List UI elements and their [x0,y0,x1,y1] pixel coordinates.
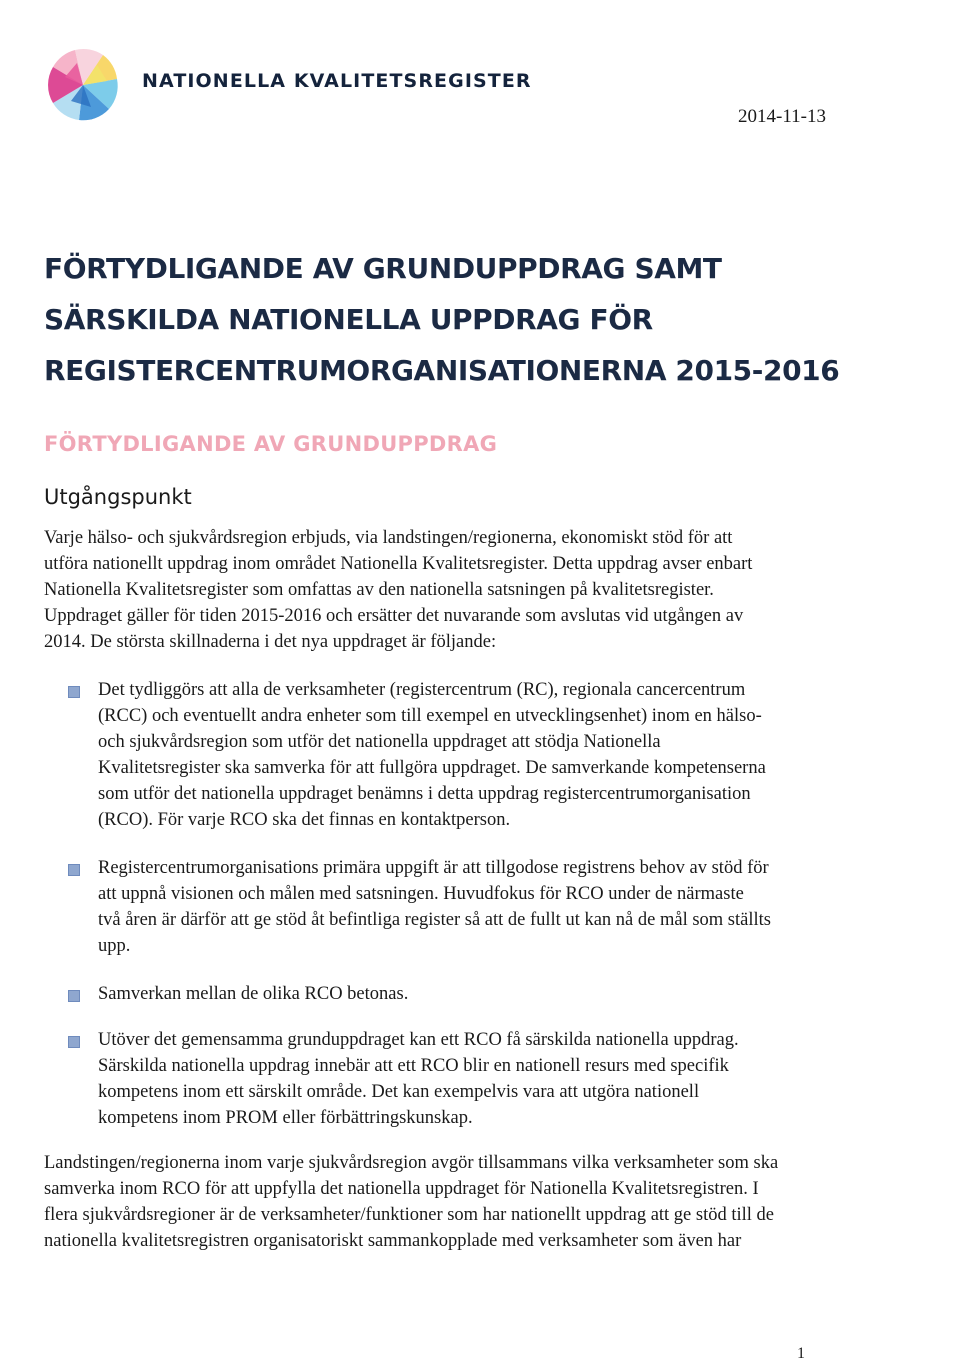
subheading: Utgångspunkt [44,485,192,509]
text-line: 2014. De största skillnaderna i det nya uppdraget är följande: [44,632,497,652]
bullet-text [98,981,818,1007]
text-line: Särskilda nationella uppdrag innebär att ett RCO blir en nationell resurs med specifik [98,1056,729,1076]
intro-paragraph [44,525,804,655]
brand-name: NATIONELLA KVALITETSREGISTER [142,70,532,92]
square-bullet-icon [68,686,80,698]
text-line: samverka inom RCO för att uppfylla det nationella uppdraget för Nationella Kvalitetsregistren. I [44,1179,759,1199]
text-line: Uppdraget gäller för tiden 2015-2016 och ersätter det nuvarande som avslutas vid utgången av [44,606,744,626]
text-line: flera sjukvårdsregioner är de verksamheter/funktioner som har nationellt uppdrag att ge stöd till de [44,1205,775,1225]
text-line: Landstingen/regionerna inom varje sjukvårdsregion avgör tillsammans vilka verksamheter som ska [44,1153,779,1173]
bullet-text [98,855,818,959]
text-line: nationella kvalitetsregistren organisatoriskt sammankopplade med verksamheter som även har [44,1231,742,1251]
text-line: Det tydliggörs att alla de verksamheter (registercentrum (RC), regionala cancercentrum [98,680,746,700]
text-line: kompetens inom ett särskilt område. Det kan exempelvis vara att utgöra nationell [98,1082,700,1102]
text-line: Kvalitetsregister ska samverka för att fullgöra uppdraget. De samverkande kompetenserna [98,758,766,778]
section-heading: FÖRTYDLIGANDE AV GRUNDUPPDRAG [44,432,498,456]
page-number: 1 [797,1345,805,1362]
square-bullet-icon [68,1036,80,1048]
text-line: Varje hälso- och sjukvårdsregion erbjuds, via landstingen/regionerna, ekonomiskt stöd för att [44,528,733,548]
text-line: Registercentrumorganisations primära uppgift är att tillgodose registrens behov av stöd för [98,858,769,878]
square-bullet-icon [68,864,80,876]
text-line: utföra nationellt uppdrag inom området Nationella Kvalitetsregister. Detta uppdrag avser enbart [44,554,753,574]
text-line: Nationella Kvalitetsregister som omfattas av den nationella satsningen på kvalitetsregister. [44,580,714,600]
text-line: och sjukvårdsregion som utför det nationella uppdraget att stödja Nationella [98,732,661,752]
text-line: Utöver det gemensamma grunduppdraget kan ett RCO få särskilda nationella uppdrag. [98,1030,739,1050]
text-line: upp. [98,936,131,956]
document-date: 2014-11-13 [738,106,826,127]
title-line: FÖRTYDLIGANDE AV GRUNDUPPDRAG SAMT [44,252,722,285]
text-line: kompetens inom PROM eller förbättringskunskap. [98,1108,473,1128]
text-line: två åren är därför att ge stöd åt befintliga register så att de fullt ut kan nå de mål som ställts [98,910,771,930]
text-line: (RCC) och eventuellt andra enheter som till exempel en utvecklingsenhet) inom en hälso- [98,706,762,726]
text-line: Samverkan mellan de olika RCO betonas. [98,984,409,1004]
title-line: SÄRSKILDA NATIONELLA UPPDRAG FÖR [44,303,653,336]
text-line: (RCO). För varje RCO ska det finnas en kontaktperson. [98,810,511,830]
text-line: som utför det nationella uppdraget benämns i detta uppdrag registercentrumorganisation [98,784,751,804]
text-line: att uppnå visionen och målen med satsningen. Huvudfokus för RCO under de närmaste [98,884,744,904]
square-bullet-icon [68,990,80,1002]
bullet-text [98,677,818,833]
document-title [44,243,924,396]
closing-paragraph [44,1150,824,1254]
bullet-text [98,1027,818,1131]
color-wheel-logo-icon [38,40,128,130]
title-line: REGISTERCENTRUMORGANISATIONERNA 2015-2016 [44,354,840,387]
